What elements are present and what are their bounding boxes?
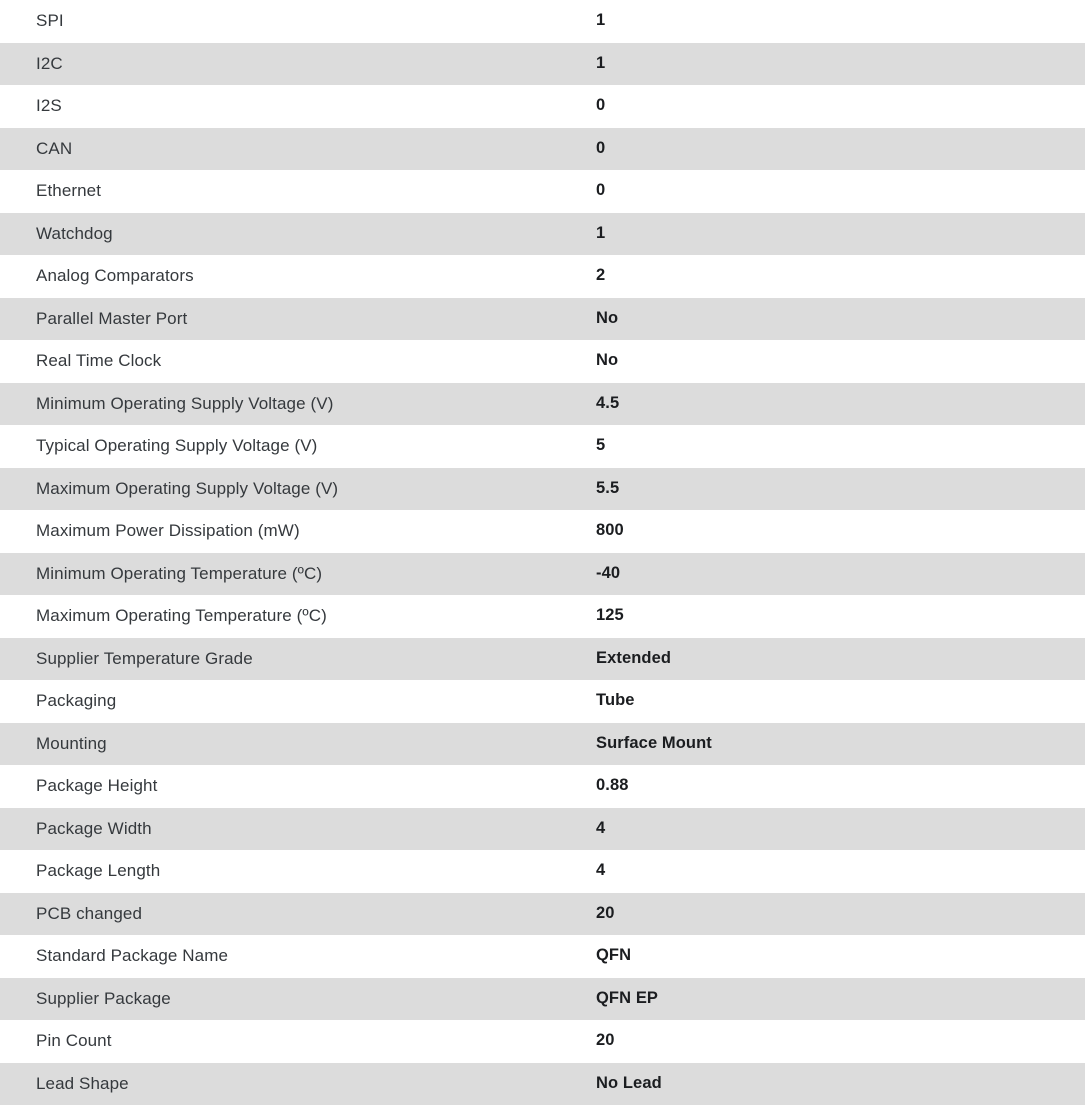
attribute-value-text: 800 (566, 521, 1085, 541)
attribute-value-cell (566, 425, 1085, 468)
attribute-name-cell: Ethernet (0, 170, 566, 213)
attribute-value-text: QFN EP (566, 989, 1085, 1009)
attribute-name-cell: Maximum Power Dissipation (mW) (0, 510, 566, 553)
attribute-name-cell: CAN (0, 128, 566, 171)
table-row (0, 595, 1085, 638)
attribute-value-text: Tube (566, 691, 1085, 711)
attribute-value-text: 125 (566, 606, 1085, 626)
attribute-value-cell (566, 595, 1085, 638)
table-row (0, 765, 1085, 808)
attribute-value-cell (566, 510, 1085, 553)
attribute-value-text: QFN (566, 946, 1085, 966)
attribute-value-cell (566, 255, 1085, 298)
attribute-name-cell: Package Width (0, 808, 566, 851)
attribute-value-cell (566, 340, 1085, 383)
attribute-value-text: 4 (566, 819, 1085, 839)
attribute-value-cell (566, 128, 1085, 171)
attribute-value-cell (566, 85, 1085, 128)
attribute-name-cell: Minimum Operating Temperature (ºC) (0, 553, 566, 596)
attribute-value-text: 1 (566, 11, 1085, 31)
table-row (0, 255, 1085, 298)
attribute-value-cell (566, 468, 1085, 511)
attribute-name-cell: Maximum Operating Temperature (ºC) (0, 595, 566, 638)
attribute-value-text: 4.5 (566, 394, 1085, 414)
attribute-name-cell: Package Height (0, 765, 566, 808)
attribute-name-cell: Analog Comparators (0, 255, 566, 298)
attribute-value-text: 2 (566, 266, 1085, 286)
attribute-value-cell (566, 43, 1085, 86)
attribute-value-cell (566, 1063, 1085, 1105)
attribute-name-cell: Real Time Clock (0, 340, 566, 383)
attribute-value-cell (566, 765, 1085, 808)
attribute-value-cell (566, 298, 1085, 341)
attribute-value-cell (566, 893, 1085, 936)
attribute-value-cell (566, 213, 1085, 256)
table-row (0, 893, 1085, 936)
attribute-value-cell (566, 978, 1085, 1021)
attribute-value-cell (566, 808, 1085, 851)
table-row (0, 850, 1085, 893)
attribute-value-cell (566, 723, 1085, 766)
attribute-value-text: 0 (566, 96, 1085, 116)
attribute-value-text: Extended (566, 649, 1085, 669)
attribute-name-cell: PCB changed (0, 893, 566, 936)
attribute-value-text: 0 (566, 139, 1085, 159)
table-row (0, 1020, 1085, 1063)
attribute-value-cell (566, 553, 1085, 596)
attribute-name-cell: Minimum Operating Supply Voltage (V) (0, 383, 566, 426)
attribute-name-cell: Standard Package Name (0, 935, 566, 978)
table-row (0, 383, 1085, 426)
table-row (0, 0, 1085, 43)
attribute-name-cell: SPI (0, 0, 566, 43)
attribute-name-cell: Package Length (0, 850, 566, 893)
table-row (0, 340, 1085, 383)
attribute-name-cell: Parallel Master Port (0, 298, 566, 341)
table-row (0, 1063, 1085, 1105)
attribute-value-cell (566, 680, 1085, 723)
table-row (0, 808, 1085, 851)
table-row (0, 638, 1085, 681)
attribute-value-text: No Lead (566, 1074, 1085, 1094)
attribute-value-cell (566, 0, 1085, 43)
table-row (0, 298, 1085, 341)
attribute-name-cell: I2S (0, 85, 566, 128)
attribute-value-cell (566, 850, 1085, 893)
attribute-value-cell (566, 1020, 1085, 1063)
attribute-value-text: 20 (566, 904, 1085, 924)
table-row (0, 425, 1085, 468)
attribute-value-cell (566, 383, 1085, 426)
table-row (0, 468, 1085, 511)
attribute-value-text: 4 (566, 861, 1085, 881)
attribute-value-text: No (566, 309, 1085, 329)
table-row (0, 680, 1085, 723)
table-row (0, 213, 1085, 256)
table-row (0, 85, 1085, 128)
table-row (0, 43, 1085, 86)
attribute-value-text: 1 (566, 54, 1085, 74)
attribute-value-text: 1 (566, 224, 1085, 244)
attribute-value-text: No (566, 351, 1085, 371)
table-row (0, 978, 1085, 1021)
table-row (0, 128, 1085, 171)
table-row (0, 510, 1085, 553)
attribute-value-cell (566, 935, 1085, 978)
attribute-name-cell: Lead Shape (0, 1063, 566, 1105)
attribute-name-cell: Mounting (0, 723, 566, 766)
attribute-name-cell: Watchdog (0, 213, 566, 256)
attribute-value-text: 5 (566, 436, 1085, 456)
table-row (0, 170, 1085, 213)
attribute-value-cell (566, 170, 1085, 213)
attribute-name-cell: Typical Operating Supply Voltage (V) (0, 425, 566, 468)
attribute-name-cell: Maximum Operating Supply Voltage (V) (0, 468, 566, 511)
attribute-value-text: -40 (566, 564, 1085, 584)
attribute-value-text: 5.5 (566, 479, 1085, 499)
table-row (0, 553, 1085, 596)
table-row (0, 723, 1085, 766)
attribute-value-text: 0.88 (566, 776, 1085, 796)
attribute-name-cell: I2C (0, 43, 566, 86)
attribute-name-cell: Supplier Package (0, 978, 566, 1021)
table-row (0, 935, 1085, 978)
attribute-value-text: Surface Mount (566, 734, 1085, 754)
attribute-value-text: 20 (566, 1031, 1085, 1051)
attribute-value-text: 0 (566, 181, 1085, 201)
attribute-value-cell (566, 638, 1085, 681)
attribute-name-cell: Packaging (0, 680, 566, 723)
attribute-name-cell: Supplier Temperature Grade (0, 638, 566, 681)
attribute-name-cell: Pin Count (0, 1020, 566, 1063)
